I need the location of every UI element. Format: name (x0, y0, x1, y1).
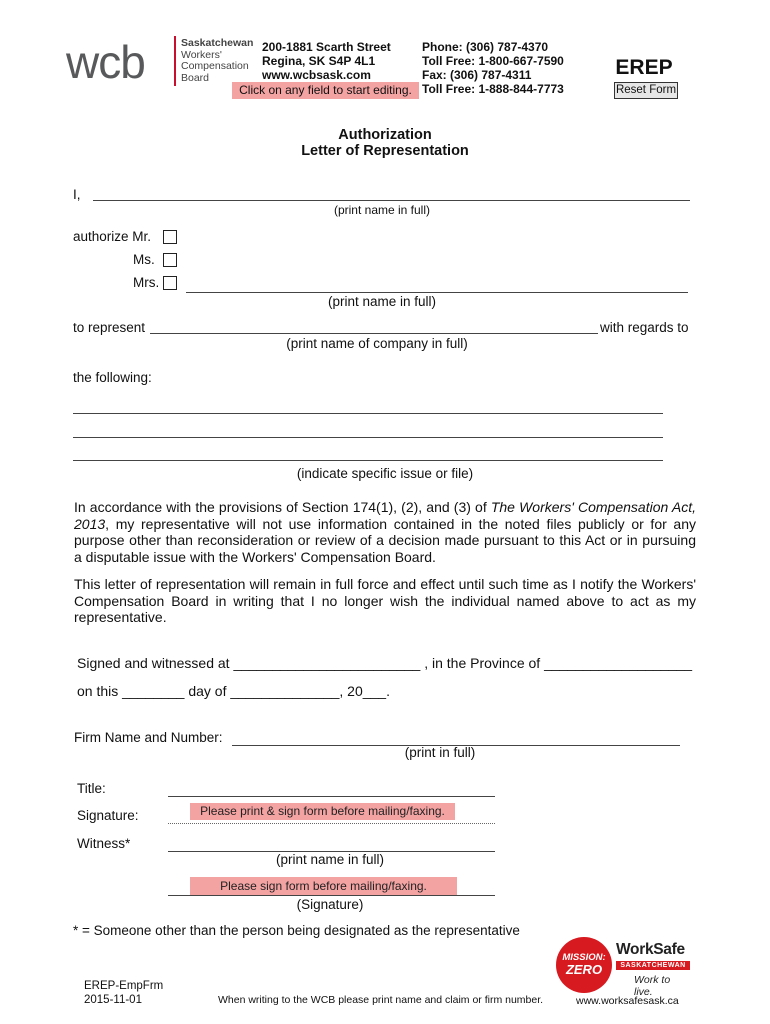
print-name-caption: (print name in full) (333, 203, 431, 217)
mrs-label: Mrs. (133, 275, 160, 290)
issue-line-3[interactable] (73, 460, 663, 461)
day-input[interactable]: ________ (122, 683, 185, 699)
wcb-logo-text: wcb (66, 36, 145, 88)
day-of-label: day of (188, 683, 227, 699)
contact-line: Toll Free: 1-888-844-7773 (422, 82, 564, 96)
representative-name-line[interactable] (186, 292, 688, 293)
firm-label: Firm Name and Number: (74, 730, 223, 745)
board-name (181, 38, 253, 84)
board-name-line: Saskatchewan (181, 37, 254, 49)
witness-print-caption: (print name in full) (275, 852, 385, 867)
worksafe-url: www.worksafesask.ca (576, 995, 679, 1007)
sign-notice: Please print & sign form before mailing/faxing. (190, 803, 455, 820)
province-input[interactable]: ___________________ (544, 655, 692, 671)
represent-label: to represent (73, 320, 146, 335)
paragraph-text: In accordance with the provisions of Section 174(1), (2), and (3) of (74, 499, 491, 515)
mission-text: MISSION: (562, 952, 606, 963)
act-name: The Workers' Compensation Act, 2013 (74, 499, 697, 532)
witness-label: Witness* (77, 836, 131, 851)
tagline: Work to live. (634, 974, 671, 998)
paragraph-text: , my representative will not use information contained in the noted files publicly or for any purpose other than reconsideration or review of a decision made pursuant to this Act or in pursuing a disputable issue with the Workers' Compensation Board. (74, 515, 696, 565)
form-date: 2015-11-01 (84, 994, 142, 1006)
year-label: , 20 (339, 683, 363, 699)
title-label: Title: (77, 781, 106, 796)
logo-divider (174, 36, 176, 86)
i-label: I, (73, 187, 81, 202)
worksafe-logo (556, 937, 690, 998)
form-id: EREP-EmpFrm (84, 980, 164, 992)
year-input[interactable]: ___. (362, 683, 390, 699)
title-line1: Authorization (338, 127, 432, 143)
wcb-logo (66, 36, 256, 88)
witness-signature-line[interactable] (168, 895, 495, 896)
footnote: * = Someone other than the person being designated as the representative (73, 923, 520, 938)
contact-line: Fax: (306) 787-4311 (422, 68, 532, 82)
issue-line-2[interactable] (73, 437, 663, 438)
month-input[interactable]: ______________ (230, 683, 340, 699)
reset-form-button[interactable]: Reset Form (614, 82, 678, 99)
name-input-line[interactable] (93, 200, 690, 201)
edit-hint-banner[interactable]: Click on any field to start editing. (232, 82, 419, 99)
mrs-checkbox[interactable] (163, 276, 177, 290)
representation-duration-paragraph: This letter of representation will remain in full force and effect until such time as I notify the Workers' Compensation Board in writing that I no longer wish the individual named above to act as my representative. (74, 576, 696, 625)
title-line2: Letter of Representation (301, 143, 469, 159)
signed-label: Signed and witnessed at (77, 655, 230, 671)
contact-block (422, 40, 564, 96)
signature-caption: (Signature) (296, 897, 364, 912)
following-label: the following: (73, 370, 152, 385)
footer-note: When writing to the WCB please print name and claim or firm number. (218, 994, 544, 1006)
mission-zero-badge (556, 937, 612, 993)
zero-text: ZERO (565, 962, 603, 977)
contact-line: Phone: (306) 787-4370 (422, 40, 549, 54)
title-line[interactable] (168, 796, 495, 797)
location-input[interactable]: ________________________ (233, 655, 421, 671)
company-name-line[interactable] (150, 333, 598, 334)
form-code: EREP (615, 56, 673, 79)
signed-row (77, 655, 692, 671)
issue-caption: (indicate specific issue or file) (296, 466, 474, 481)
worksafe-sub: SASKATCHEWAN (616, 961, 690, 970)
company-caption: (print name of company in full) (286, 336, 468, 351)
print-in-full-caption: (print in full) (404, 745, 476, 760)
province-label: , in the Province of (424, 655, 541, 671)
authorize-label: authorize Mr. (73, 229, 152, 244)
on-this-label: on this (77, 683, 119, 699)
section-174-paragraph (74, 499, 696, 565)
board-name-line: Compensation (181, 60, 249, 72)
witness-sign-notice: Please sign form before mailing/faxing. (190, 877, 457, 895)
ms-label: Ms. (133, 252, 155, 267)
worksafe-wordmark: WorkSafe (616, 941, 685, 958)
address-block (262, 40, 391, 82)
address-line: 200-1881 Scarth Street (262, 40, 391, 54)
date-row (77, 683, 390, 699)
board-name-line: Workers' (181, 48, 222, 61)
ms-checkbox[interactable] (163, 253, 177, 267)
address-line: www.wcbsask.com (262, 68, 371, 82)
print-name-caption-2: (print name in full) (327, 294, 437, 309)
board-name-line: Board (181, 71, 210, 84)
mr-checkbox[interactable] (163, 230, 177, 244)
issue-line-1[interactable] (73, 413, 663, 414)
address-line: Regina, SK S4P 4L1 (262, 54, 376, 68)
with-regards-label: with regards to (600, 320, 689, 335)
contact-line: Toll Free: 1-800-667-7590 (422, 54, 564, 68)
signature-line[interactable] (168, 823, 495, 824)
signature-label: Signature: (77, 808, 139, 823)
